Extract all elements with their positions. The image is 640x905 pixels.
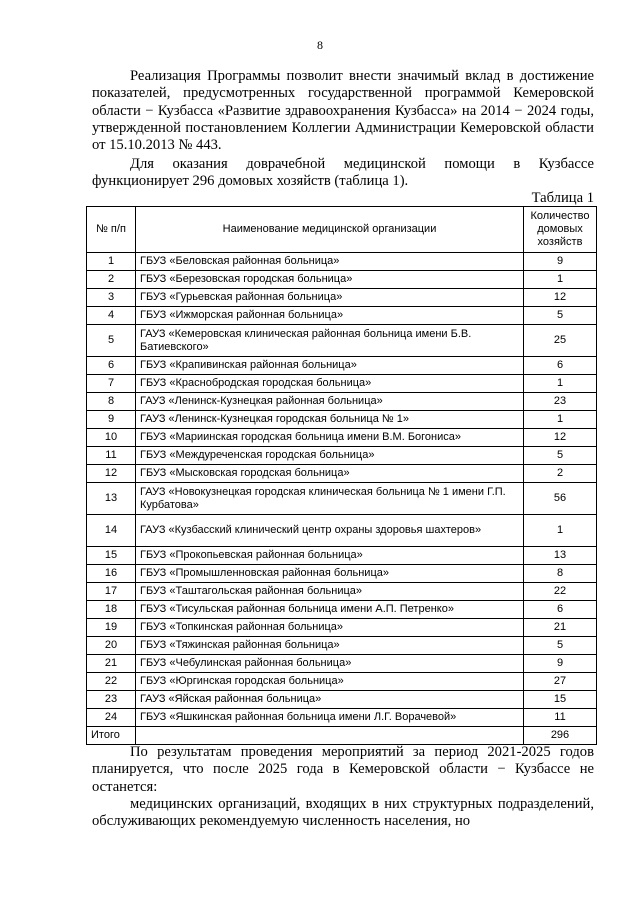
table-row [87,673,597,691]
row-name: ГАУЗ «Новокузнецкая городская клиническая больница № 1 имени Г.П. Курбатова» [136,483,524,515]
row-name: ГАУЗ «Ленинск-Кузнецкая городская больница № 1» [136,411,524,429]
row-name: ГБУЗ «Промышленновская районная больница» [136,565,524,583]
row-name: ГБУЗ «Беловская районная больница» [136,253,524,271]
row-count: 22 [524,583,597,601]
row-name: ГБУЗ «Таштагольская районная больница» [136,583,524,601]
row-num: 22 [87,673,136,691]
row-count: 13 [524,547,597,565]
row-num: 21 [87,655,136,673]
row-num: 6 [87,357,136,375]
row-name: ГБУЗ «Гурьевская районная больница» [136,289,524,307]
table-total-row [87,727,597,745]
row-count: 21 [524,619,597,637]
row-name: ГБУЗ «Крапивинская районная больница» [136,357,524,375]
row-count: 11 [524,709,597,727]
row-num: 17 [87,583,136,601]
table-row [87,447,597,465]
row-num: 24 [87,709,136,727]
row-count: 6 [524,601,597,619]
table-row [87,483,597,515]
table-row [87,691,597,709]
row-name: ГБУЗ «Прокопьевская районная больница» [136,547,524,565]
row-name: ГБУЗ «Тисульская районная больница имени А.П. Петренко» [136,601,524,619]
row-name: ГБУЗ «Топкинская районная больница» [136,619,524,637]
row-num: 10 [87,429,136,447]
row-count: 5 [524,307,597,325]
table-row [87,515,597,547]
table-row [87,619,597,637]
table-row [87,655,597,673]
table-row [87,307,597,325]
row-name: ГБУЗ «Юргинская городская больница» [136,673,524,691]
row-name: ГАУЗ «Ленинск-Кузнецкая районная больница» [136,393,524,411]
row-name: ГБУЗ «Тяжинская районная больница» [136,637,524,655]
row-count: 12 [524,429,597,447]
row-name: ГБУЗ «Мариинская городская больница имени В.М. Богониса» [136,429,524,447]
row-count: 25 [524,325,597,357]
paragraph-households-text: Для оказания доврачебной медицинской помощи в Кузбассе функционирует 296 домовых хозяйств (таблица 1). [92,156,594,190]
table-row [87,565,597,583]
row-num: 14 [87,515,136,547]
row-num: 16 [87,565,136,583]
row-num: 12 [87,465,136,483]
row-count: 27 [524,673,597,691]
table-row [87,357,597,375]
row-num: 18 [87,601,136,619]
row-count: 5 [524,447,597,465]
table-row [87,289,597,307]
row-num: 5 [87,325,136,357]
row-name: ГБУЗ «Яшкинская районная больница имени Л.Г. Ворачевой» [136,709,524,727]
row-count: 1 [524,271,597,289]
row-num: 8 [87,393,136,411]
row-num: 9 [87,411,136,429]
table-row [87,465,597,483]
table-row [87,709,597,727]
row-num: 7 [87,375,136,393]
table-header-row [87,207,597,253]
table-row [87,253,597,271]
row-count: 23 [524,393,597,411]
table-row [87,325,597,357]
row-name: ГБУЗ «Междуреченская городская больница» [136,447,524,465]
row-num: 19 [87,619,136,637]
row-num: 1 [87,253,136,271]
table-row [87,411,597,429]
row-count: 12 [524,289,597,307]
row-count: 15 [524,691,597,709]
row-name: ГБУЗ «Мысковская городская больница» [136,465,524,483]
row-num: 20 [87,637,136,655]
row-count: 2 [524,465,597,483]
table-row [87,271,597,289]
row-count: 9 [524,253,597,271]
paragraph-organizations-text: медицинских организаций, входящих в них структурных подразделений, обслуживающих рекомендуемую численность населения, но [92,796,594,830]
row-name: ГАУЗ «Кузбасский клинический центр охраны здоровья шахтеров» [136,515,524,547]
row-count: 6 [524,357,597,375]
row-name: ГАУЗ «Кемеровская клиническая районная больница имени Б.В. Батиевского» [136,325,524,357]
table-row [87,601,597,619]
row-count: 1 [524,375,597,393]
row-name: ГАУЗ «Яйская районная больница» [136,691,524,709]
header-name: Наименование медицинской организации [136,207,524,253]
page-number: 8 [317,38,323,52]
total-value: 296 [524,727,597,745]
row-name: ГБУЗ «Чебулинская районная больница» [136,655,524,673]
row-num: 13 [87,483,136,515]
table-row [87,393,597,411]
paragraph-results-text: По результатам проведения мероприятий за период 2021-2025 годов планируется, что после 2025 года в Кемеровской области − Кузбассе не останется: [92,744,594,795]
row-count: 5 [524,637,597,655]
row-name: ГБУЗ «Ижморская районная больница» [136,307,524,325]
header-num: № п/п [87,207,136,253]
paragraph-households [92,156,594,191]
paragraph-organizations [92,796,594,831]
row-count: 1 [524,515,597,547]
row-num: 15 [87,547,136,565]
header-count: Количество домовых хозяйств [524,207,597,253]
paragraph-intro [92,68,594,154]
households-table [86,206,597,745]
total-label: Итого [87,727,136,745]
row-num: 2 [87,271,136,289]
row-count: 9 [524,655,597,673]
row-count: 8 [524,565,597,583]
row-count: 56 [524,483,597,515]
table-row [87,547,597,565]
table-row [87,375,597,393]
row-num: 11 [87,447,136,465]
row-num: 4 [87,307,136,325]
paragraph-results [92,744,594,796]
row-count: 1 [524,411,597,429]
row-name: ГБУЗ «Березовская городская больница» [136,271,524,289]
table-row [87,583,597,601]
table-row [87,637,597,655]
table-row [87,429,597,447]
row-num: 3 [87,289,136,307]
paragraph-intro-text: Реализация Программы позволит внести значимый вклад в достижение показателей, предусмотренных государственной программой Кемеровской области − Кузбасса «Развитие здравоохранения Кузбасса» на 2014 − 2024 годы, утвержденной постановлением Коллегии Администрации Кемеровской области от 15.10.2013 № 443. [92,68,594,154]
row-name: ГБУЗ «Краснобродская городская больница» [136,375,524,393]
total-empty-cell [136,727,524,745]
row-num: 23 [87,691,136,709]
table-caption: Таблица 1 [531,190,594,206]
